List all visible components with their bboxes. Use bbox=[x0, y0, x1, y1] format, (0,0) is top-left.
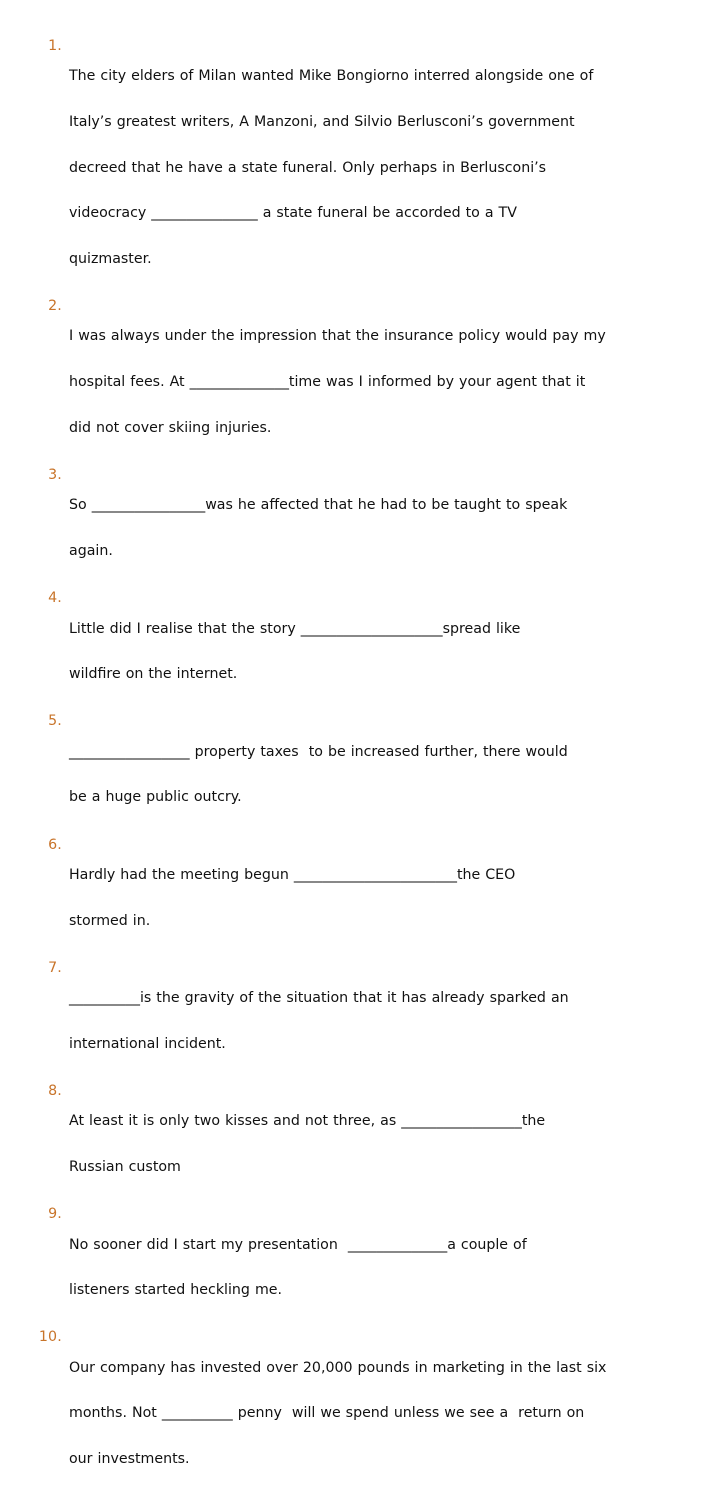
item-line: Hardly had the meeting begun _______________________the CEO bbox=[69, 866, 516, 883]
exercise-item-8 bbox=[30, 1084, 690, 1206]
item-text bbox=[62, 838, 690, 960]
item-number: 4. bbox=[48, 590, 62, 607]
item-text bbox=[62, 39, 690, 297]
item-line: international incident. bbox=[69, 1035, 226, 1052]
item-line: did not cover skiing injuries. bbox=[69, 419, 272, 436]
item-number: 9. bbox=[48, 1206, 62, 1223]
item-line: Italy’s greatest writers, A Manzoni, and Silvio Berlusconi’s government bbox=[69, 114, 575, 131]
item-text bbox=[62, 468, 690, 590]
item-number: 6. bbox=[48, 836, 62, 853]
item-line: __________is the gravity of the situation that it has already sparked an bbox=[69, 990, 569, 1007]
exercise-item-5 bbox=[30, 714, 690, 836]
item-line: again. bbox=[69, 542, 113, 559]
item-line: listeners started heckling me. bbox=[69, 1282, 282, 1299]
exercise-item-6 bbox=[30, 838, 690, 960]
item-text bbox=[62, 714, 690, 836]
item-line: _________________ property taxes to be increased further, there would bbox=[69, 743, 568, 760]
item-line: decreed that he have a state funeral. Only perhaps in Berlusconi’s bbox=[69, 159, 547, 176]
item-line: Our company has invested over 20,000 pounds in marketing in the last six bbox=[69, 1359, 607, 1376]
item-number: 3. bbox=[48, 466, 62, 483]
exercise-item-10 bbox=[30, 1330, 690, 1497]
exercise-item-3 bbox=[30, 468, 690, 590]
exercise-item-4 bbox=[30, 591, 690, 713]
item-text bbox=[62, 1330, 690, 1497]
item-text bbox=[62, 961, 690, 1083]
item-text bbox=[62, 1207, 690, 1329]
exercise-item-2 bbox=[30, 299, 690, 466]
item-line: I was always under the impression that the insurance policy would pay my bbox=[69, 328, 606, 345]
item-text bbox=[62, 591, 690, 713]
item-line: stormed in. bbox=[69, 912, 151, 929]
exercise-item-1 bbox=[30, 39, 690, 297]
item-line: Little did I realise that the story ____________________spread like bbox=[69, 620, 521, 637]
exercise-item-7 bbox=[30, 961, 690, 1083]
item-line: hospital fees. At ______________time was I informed by your agent that it bbox=[69, 374, 586, 391]
item-line: wildfire on the internet. bbox=[69, 666, 238, 683]
item-line: No sooner did I start my presentation ______________a couple of bbox=[69, 1236, 527, 1253]
item-line: The city elders of Milan wanted Mike Bongiorno interred alongside one of bbox=[69, 68, 594, 85]
item-line: months. Not __________ penny will we spend unless we see a return on bbox=[69, 1405, 585, 1422]
item-number: 1. bbox=[48, 38, 62, 54]
item-number: 8. bbox=[48, 1082, 62, 1099]
item-line: videocracy _______________ a state funeral be accorded to a TV bbox=[69, 205, 517, 222]
item-line: be a huge public outcry. bbox=[69, 789, 242, 806]
exercise-item-9 bbox=[30, 1207, 690, 1329]
item-number: 5. bbox=[48, 713, 62, 730]
item-line: So ________________was he affected that he had to be taught to speak bbox=[69, 497, 568, 514]
item-number: 7. bbox=[48, 959, 62, 976]
item-text bbox=[62, 1084, 690, 1206]
item-line: quizmaster. bbox=[69, 250, 152, 267]
item-number: 2. bbox=[48, 298, 62, 315]
item-line: Russian custom bbox=[69, 1158, 181, 1175]
item-line: At least it is only two kisses and not three, as _________________the bbox=[69, 1113, 546, 1130]
item-number: 10. bbox=[38, 1329, 62, 1346]
exercise-list bbox=[30, 39, 690, 1499]
item-line: our investments. bbox=[69, 1451, 190, 1468]
item-text bbox=[62, 299, 690, 466]
